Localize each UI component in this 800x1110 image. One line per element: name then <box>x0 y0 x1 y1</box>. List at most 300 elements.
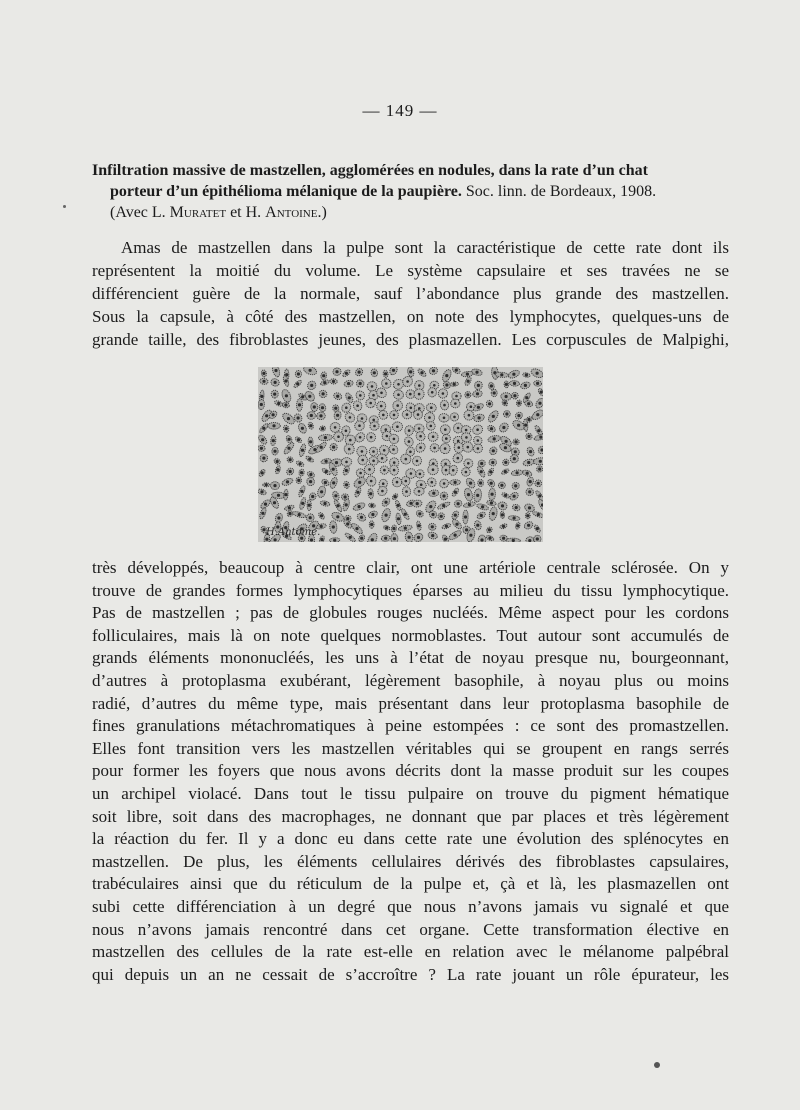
text-line: nous n’avons jamais rencontré dans cet organe. Cette transformation élective en <box>92 919 729 939</box>
cell-shape <box>449 411 460 422</box>
cell-shape <box>332 367 341 376</box>
cell-shape <box>402 486 411 496</box>
text-line: folliculaires, mais là on note quelques normoblastes. Tout autour sont accumulés de <box>92 625 729 645</box>
cell-shape <box>392 421 403 432</box>
cell-shape <box>473 413 485 423</box>
cell-shape <box>524 535 535 542</box>
cell-shape <box>275 465 282 474</box>
cell-shape <box>465 477 477 490</box>
cell-shape <box>365 431 376 442</box>
cell-shape <box>487 467 495 476</box>
cell-shape <box>488 506 498 521</box>
cell-shape <box>380 507 392 522</box>
cell-shape <box>451 452 464 465</box>
coauthors-mid: et H. <box>226 204 266 221</box>
cell-shape <box>329 520 337 533</box>
cell-shape <box>388 443 400 455</box>
cell-shape <box>400 508 410 521</box>
cell-shape <box>438 477 450 489</box>
cell-shape <box>450 382 459 387</box>
cell-shape <box>343 411 356 424</box>
cell-shape <box>413 388 426 401</box>
cell-shape <box>281 411 296 426</box>
cell-shape <box>485 535 494 542</box>
cell-shape <box>307 422 314 430</box>
cell-shape <box>525 513 530 519</box>
cell-shape <box>535 465 543 473</box>
cell-shape <box>487 424 497 433</box>
cell-illustration <box>258 367 543 542</box>
cell-shape <box>451 510 460 520</box>
cell-shape <box>530 367 543 379</box>
cell-shape <box>461 467 471 477</box>
cell-shape <box>464 376 473 386</box>
cell-shape <box>537 445 543 455</box>
cell-shape <box>271 390 278 398</box>
cell-shape <box>354 487 362 498</box>
cell-shape <box>296 477 302 483</box>
cell-shape <box>376 401 385 411</box>
cell-shape <box>259 378 268 385</box>
cell-shape <box>283 441 296 455</box>
cell-shape <box>415 509 424 518</box>
cell-shape <box>537 388 543 397</box>
figure-signature: H.Antoine. <box>266 527 321 538</box>
cell-shape <box>321 478 330 487</box>
margin-speck <box>63 205 66 208</box>
cell-shape <box>282 401 290 408</box>
cell-shape <box>501 468 510 475</box>
cell-shape <box>297 422 308 434</box>
cell-shape <box>295 460 304 468</box>
cell-shape <box>340 401 353 414</box>
cell-shape <box>341 457 352 467</box>
cell-shape <box>369 521 374 528</box>
entry-title-line: Infiltration massive de mastzellen, agglomérées en nodules, dans la rate d’un chat <box>92 162 648 179</box>
cell-shape <box>511 481 521 491</box>
text-line: d’autres à protoplasma exubérant, légèrement basophile, à noyau plus ou moins <box>92 670 729 690</box>
cell-shape <box>474 380 484 390</box>
cell-shape <box>448 529 463 541</box>
cell-shape <box>514 411 524 421</box>
cell-shape <box>302 367 317 376</box>
cell-shape <box>425 402 437 412</box>
text-line: différencient guère de la normale, sauf l’abondance plus grande des mastzellen. <box>92 284 729 303</box>
cell-shape <box>523 458 535 467</box>
cell-shape <box>261 369 267 377</box>
cell-shape <box>533 524 541 533</box>
cell-shape <box>286 456 294 464</box>
cell-shape <box>534 397 543 410</box>
cell-shape <box>273 458 281 466</box>
text-line: mastzellen. De plus, les éléments cellulaires dérivés des fibroblastes capsulaires, <box>92 851 729 871</box>
cell-shape <box>504 381 509 388</box>
cell-shape <box>509 380 519 386</box>
cell-shape <box>414 441 427 454</box>
cell-shape <box>350 522 364 535</box>
entry-heading <box>92 160 728 223</box>
cell-shape <box>523 520 534 530</box>
cell-shape <box>451 518 463 530</box>
cell-shape <box>368 488 374 498</box>
cell-shape <box>274 400 284 408</box>
page-number: — 149 — <box>362 101 438 120</box>
cell-shape <box>450 480 461 486</box>
cell-shape <box>318 512 326 521</box>
cell-shape <box>502 458 510 466</box>
cell-shape <box>258 468 266 477</box>
text-line: fines granulations métachromatiques à peine estompées : ce sont des promastzellen. <box>92 716 729 736</box>
cell-shape <box>352 400 363 412</box>
text-line: représentent la moitié du volume. Le système capsulaire et ses travées ne se <box>92 261 729 280</box>
cell-shape <box>271 367 281 378</box>
cell-shape <box>344 532 356 542</box>
cell-shape <box>318 434 332 441</box>
cell-shape <box>428 431 439 442</box>
cell-shape <box>507 369 520 380</box>
cell-shape <box>414 487 425 496</box>
cell-shape <box>476 465 486 478</box>
cell-shape <box>329 442 339 452</box>
cell-shape <box>354 431 367 444</box>
cell-shape <box>259 453 268 462</box>
cell-shape <box>354 367 364 377</box>
paragraph-2 <box>92 557 729 986</box>
cell-shape <box>344 392 354 404</box>
cell-shape <box>298 469 304 477</box>
cell-shape <box>440 492 448 501</box>
cell-shape <box>283 489 288 500</box>
cell-shape <box>390 524 397 532</box>
cell-shape <box>441 434 451 444</box>
entry-title-line <box>92 181 728 202</box>
cell-shape <box>516 400 522 407</box>
cell-shape <box>533 535 541 542</box>
cell-shape <box>376 485 389 498</box>
cell-shape <box>355 379 365 389</box>
cell-shape <box>404 531 414 542</box>
cell-shape <box>491 389 497 397</box>
cell-shape <box>463 510 469 524</box>
cell-shape <box>439 443 451 455</box>
cell-shape <box>440 400 450 411</box>
text-line: Sous la capsule, à côté des mastzellen, on note des lymphocytes, quelques-uns de <box>92 307 729 326</box>
cell-shape <box>395 500 402 511</box>
cell-shape <box>318 403 326 412</box>
cell-shape <box>436 387 449 400</box>
cell-shape <box>330 378 338 384</box>
cell-shape <box>426 476 438 488</box>
cell-shape <box>451 367 461 375</box>
cell-shape <box>515 522 521 530</box>
text-line: qui depuis un an ne cessait de s’accroître ? La rate jouant un rôle épurateur, les <box>92 964 729 984</box>
cell-shape <box>321 467 331 475</box>
cell-shape <box>383 525 390 531</box>
cell-shape <box>391 493 398 501</box>
cell-shape <box>307 500 311 511</box>
cell-shape <box>499 523 507 530</box>
cell-shape <box>319 426 326 432</box>
coauthor-muratet: Muratet <box>169 204 227 221</box>
cell-shape <box>258 422 269 433</box>
cell-shape <box>258 488 267 496</box>
cell-shape <box>533 457 543 465</box>
cell-shape <box>506 538 520 542</box>
text-line: trouve de grandes formes lymphocytiques éparses au milieu du tissu lymphocytique. <box>92 580 729 600</box>
paragraph-1 <box>92 236 729 351</box>
text-line: radié, d’autres du même type, mais présentant dans leur protoplasma basophile de <box>92 693 729 713</box>
cell-shape <box>437 501 451 511</box>
cell-shape <box>532 511 543 519</box>
cell-shape <box>271 447 278 455</box>
text-line: Pas de mastzellen ; pas de globules rouges nucléés. Même aspect pour les cordons <box>92 603 729 623</box>
cell-shape <box>381 534 391 541</box>
cell-shape <box>303 390 316 403</box>
cell-shape <box>472 390 482 398</box>
cell-shape <box>296 399 302 412</box>
cell-shape <box>259 498 271 509</box>
cell-shape <box>485 399 494 408</box>
cell-shape <box>343 481 350 489</box>
cell-shape <box>522 372 530 378</box>
cell-shape <box>441 368 453 383</box>
cell-shape <box>258 399 265 410</box>
cell-shape <box>305 455 315 463</box>
cell-shape <box>476 511 486 520</box>
cell-shape <box>525 432 534 441</box>
cell-shape <box>463 501 476 508</box>
cell-shape <box>298 443 306 457</box>
cell-shape <box>308 437 314 447</box>
cell-shape <box>500 511 505 519</box>
cell-shape <box>383 370 389 378</box>
cell-shape <box>464 391 472 399</box>
cell-shape <box>451 487 460 497</box>
cell-shape <box>356 512 367 523</box>
histology-figure <box>258 367 543 542</box>
cell-shape <box>403 435 415 447</box>
entry-coauthors <box>92 202 728 223</box>
cell-shape <box>370 368 378 377</box>
cell-shape <box>368 503 376 509</box>
cell-shape <box>407 367 415 377</box>
cell-shape <box>498 421 510 434</box>
cell-shape <box>511 469 523 476</box>
cell-shape <box>437 512 445 521</box>
cell-shape <box>509 491 520 502</box>
cell-shape <box>391 534 398 542</box>
entry-title-continuation: porteur d’un épithélioma mélanique de la paupière. <box>110 183 462 200</box>
cell-shape <box>317 412 326 420</box>
text-line: pour former les foyers que nous avons décrits dont la masse produit sur les coupes <box>92 761 729 781</box>
cell-shape <box>453 499 463 508</box>
cell-shape <box>522 469 533 477</box>
cell-shape <box>271 482 280 490</box>
cell-shape <box>316 485 326 498</box>
cell-shape <box>413 532 425 542</box>
cell-shape <box>329 477 339 490</box>
cell-shape <box>488 488 495 500</box>
cell-shape <box>292 510 306 518</box>
text-line: très développés, beaucoup à centre clair, ont une artériole centrale sclérosée. On y <box>92 558 729 577</box>
cell-shape <box>342 498 351 511</box>
cell-shape <box>486 500 496 507</box>
cell-shape <box>487 435 501 444</box>
cell-shape <box>526 476 535 486</box>
cell-shape <box>283 425 290 433</box>
cell-shape <box>392 400 404 412</box>
cell-shape <box>414 468 426 480</box>
cell-shape <box>285 467 295 476</box>
cell-shape <box>354 389 366 401</box>
text-line: mastzellen des cellules de la rate est-elle en relation avec le mélanome palpébral <box>92 942 729 962</box>
cell-shape <box>352 501 366 511</box>
cell-shape <box>306 477 316 487</box>
cell-shape <box>472 443 484 454</box>
cell-shape <box>452 392 461 400</box>
cell-shape <box>503 410 510 417</box>
cell-shape <box>427 531 438 540</box>
cell-shape <box>318 389 328 398</box>
cell-shape <box>307 411 317 420</box>
cell-shape <box>395 513 401 525</box>
cell-shape <box>489 459 497 466</box>
page-speck <box>654 1062 660 1068</box>
cell-shape <box>295 370 302 378</box>
cell-shape <box>320 372 327 380</box>
cell-shape <box>520 381 531 390</box>
cell-shape <box>473 520 482 531</box>
cell-shape <box>367 381 378 391</box>
cell-shape <box>501 399 509 407</box>
cell-shape <box>280 388 292 403</box>
cell-shape <box>441 523 451 530</box>
cell-shape <box>258 445 265 451</box>
cell-shape <box>416 521 422 531</box>
cell-shape <box>389 410 398 419</box>
cell-shape <box>501 492 510 499</box>
cell-shape <box>428 489 439 497</box>
cell-shape <box>368 446 378 456</box>
cell-shape <box>439 423 452 436</box>
cell-shape <box>488 446 498 456</box>
cell-shape <box>508 515 520 521</box>
cell-shape <box>463 487 474 502</box>
cell-shape <box>428 367 438 376</box>
cell-shape <box>511 391 520 400</box>
cell-shape <box>306 470 315 478</box>
cell-shape <box>486 478 496 488</box>
cell-shape <box>471 423 484 436</box>
cell-shape <box>486 526 494 534</box>
cell-shape <box>497 501 508 511</box>
cell-shape <box>461 371 473 378</box>
cell-shape <box>332 490 341 501</box>
cell-shape <box>379 465 390 476</box>
cell-shape <box>388 367 398 376</box>
text-line: soit libre, soit dans des macrophages, ne donnant que par places et très légèrement <box>92 806 729 826</box>
cell-shape <box>258 434 268 446</box>
cell-shape <box>534 479 543 488</box>
cell-shape <box>428 387 437 397</box>
cell-shape <box>428 465 438 475</box>
cell-shape <box>471 368 483 376</box>
cell-shape <box>342 442 356 456</box>
cell-shape <box>441 534 449 542</box>
cell-shape <box>281 477 294 487</box>
cell-shape <box>367 510 378 519</box>
cell-shape <box>299 497 307 510</box>
cell-shape <box>293 379 303 388</box>
cell-shape <box>526 446 536 457</box>
cell-shape <box>306 380 318 392</box>
cell-shape <box>381 497 391 508</box>
cell-shape <box>417 368 427 378</box>
cell-shape <box>342 369 352 378</box>
cell-shape <box>512 438 519 445</box>
text-line: un archipel violacé. Dans tout le tissu pulpaire on trouve du pigment hématique <box>92 783 729 803</box>
cell-shape <box>268 423 281 430</box>
text-line: grande taille, des fibroblastes jeunes, des plasmazellen. Les corpuscules de Malpighi, <box>92 330 729 349</box>
cell-shape <box>478 479 484 486</box>
text-line: subi cette différenciation à un degré que nous n’avons jamais vu signalé et que <box>92 896 729 916</box>
cell-shape <box>498 482 506 489</box>
cell-shape <box>439 413 450 422</box>
cell-shape <box>284 504 295 511</box>
cell-shape <box>358 534 366 542</box>
cell-shape <box>333 392 343 401</box>
text-line: Elles font transition vers les mastzellen véritables qui se groupent en rangs serrés <box>92 738 729 758</box>
cell-shape <box>320 379 330 386</box>
cell-shape <box>526 488 534 496</box>
cell-shape <box>476 503 489 511</box>
text-line: Amas de mastzellen dans la pulpe sont la caractéristique de cette rate dont ils <box>121 238 729 257</box>
cell-shape <box>478 535 486 542</box>
cell-shape <box>298 485 307 498</box>
cell-shape <box>501 392 512 400</box>
cell-shape <box>259 507 268 520</box>
cell-shape <box>270 377 281 387</box>
cell-shape <box>511 503 521 512</box>
cell-shape <box>263 483 270 487</box>
cell-shape <box>294 436 302 444</box>
text-line: la réaction du fer. Il y a donc eu dans cette rate une évolution des splénocytes en <box>92 829 729 849</box>
text-line: grands éléments mononucléés, les uns à l’état de noyau presque nu, bourgeonnant, <box>92 648 729 668</box>
cell-shape <box>310 402 318 412</box>
coauthors-prefix: (Avec L. <box>110 204 170 221</box>
coauthor-antoine: Antoine <box>265 204 318 221</box>
cell-shape <box>487 409 500 424</box>
cell-shape <box>411 455 424 468</box>
cell-shape <box>329 537 340 542</box>
cell-shape <box>473 488 482 502</box>
cell-shape <box>365 474 377 487</box>
entry-citation: Soc. linn. de Bordeaux, 1908. <box>465 183 657 200</box>
cell-shape <box>343 379 353 388</box>
cell-shape <box>533 380 541 386</box>
cell-shape <box>398 524 413 532</box>
coauthors-suffix: .) <box>317 204 327 221</box>
cell-shape <box>333 410 341 420</box>
cell-shape <box>428 522 437 531</box>
cell-shape <box>270 435 276 446</box>
cell-shape <box>451 399 460 408</box>
cell-shape <box>393 389 405 400</box>
cell-shape <box>405 425 414 435</box>
cell-shape <box>333 499 343 513</box>
cell-shape <box>366 532 379 542</box>
text-line: trabéculaires ainsi que du réticulum de la pulpe et, çà et là, les plasmazellen ont <box>92 874 729 894</box>
